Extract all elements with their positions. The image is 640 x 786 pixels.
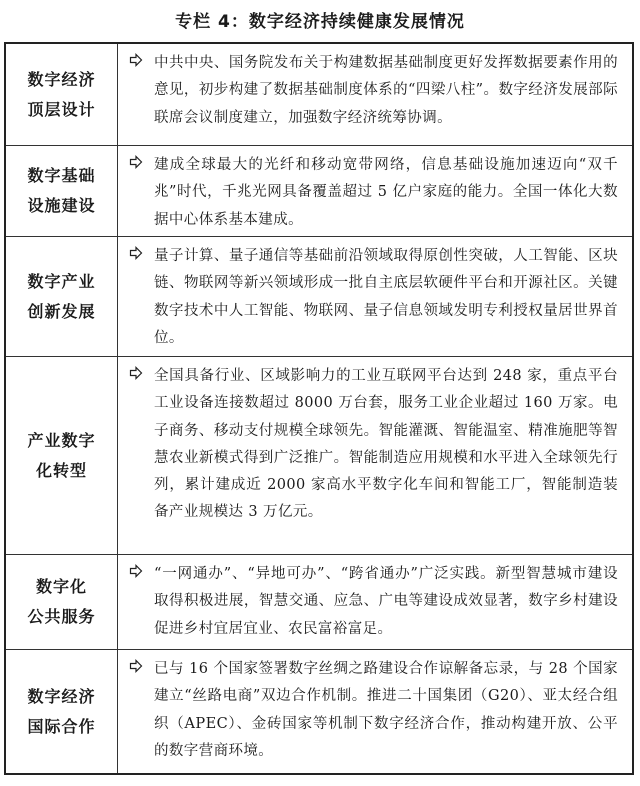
row-content xyxy=(118,650,632,773)
table-row xyxy=(6,649,632,773)
row-text: “一网通办”、“异地可办”、“跨省通办”广泛实践。新型智慧城市建设取得积极进展，智慧交通、应急、广电等建设成效显著，数字乡村建设促进乡村宜居宜业、农民富裕富足。 xyxy=(154,566,618,637)
category-line: 数字化 xyxy=(35,577,87,596)
page-title: 专栏 4：数字经济持续健康发展情况 xyxy=(175,12,465,32)
hollow-arrow-icon xyxy=(129,564,143,578)
row-content xyxy=(118,237,632,356)
row-category xyxy=(6,650,118,773)
row-category xyxy=(6,146,118,236)
category-line: 设施建设 xyxy=(27,196,96,215)
category-line: 数字经济 xyxy=(27,69,96,89)
category-line: 数字基础 xyxy=(27,166,96,185)
row-text: 中共中央、国务院发布关于构建数据基础制度更好发挥数据要素作用的意见，初步构建了数据基础制度体系的“四梁八柱”。数字经济发展部际联席会议制度建立，加强数字经济统筹协调。 xyxy=(154,55,618,126)
hollow-arrow-icon xyxy=(129,155,143,169)
table-row xyxy=(6,44,632,145)
category-line: 化转型 xyxy=(35,460,87,480)
hollow-arrow-icon xyxy=(129,53,143,67)
row-content xyxy=(118,555,632,649)
category-line: 国际合作 xyxy=(27,716,96,736)
row-text: 已与 16 个国家签署数字丝绸之路建设合作谅解备忘录，与 28 个国家建立“丝路电商”双边合作机制。推进二十国集团（G20）、亚太经合组织（APEC）、金砖国家等机制下数字经济合作，推动构建开放、公平的数字营商环境。 xyxy=(154,661,618,759)
table-row xyxy=(6,554,632,649)
category-line: 数字产业 xyxy=(27,271,96,291)
category-line: 公共服务 xyxy=(27,607,96,626)
hollow-arrow-icon xyxy=(129,659,143,673)
row-category xyxy=(6,44,118,145)
category-line: 顶层设计 xyxy=(27,99,96,119)
category-line: 数字经济 xyxy=(27,686,96,706)
row-category xyxy=(6,237,118,356)
hollow-arrow-icon xyxy=(129,366,143,380)
row-text: 全国具备行业、区域影响力的工业互联网平台达到 248 家，重点平台工业设备连接数超过 8000 万台套，服务工业企业超过 160 万家。电子商务、移动支付规模全球领先。智能灌溉、智能温室、精准施肥等智慧农业新模式得到广泛推广。智能制造应用规模和水平进入全球领先行列，累计建成近 2000 家高水平数字化车间和智能工厂，智能制造装备产业规模达 3 万亿元。 xyxy=(154,368,618,521)
row-content xyxy=(118,146,632,236)
row-text: 建成全球最大的光纤和移动宽带网络，信息基础设施加速迈向“双千兆”时代，千兆光网具备覆盖超过 5 亿户家庭的能力。全国一体化大数据中心体系基本建成。 xyxy=(154,157,618,228)
info-table xyxy=(4,42,634,775)
hollow-arrow-icon xyxy=(129,246,143,260)
category-line: 产业数字 xyxy=(27,430,96,450)
table-row xyxy=(6,145,632,236)
row-category xyxy=(6,357,118,554)
table-row xyxy=(6,236,632,356)
category-line: 创新发展 xyxy=(27,301,96,321)
row-text: 量子计算、量子通信等基础前沿领域取得原创性突破，人工智能、区块链、物联网等新兴领域形成一批自主底层软硬件平台和开源社区。关键数字技术中人工智能、物联网、量子信息领域发明专利授权量居世界首位。 xyxy=(154,248,618,346)
row-content xyxy=(118,357,632,554)
row-category xyxy=(6,555,118,649)
row-content xyxy=(118,44,632,145)
table-row xyxy=(6,356,632,554)
